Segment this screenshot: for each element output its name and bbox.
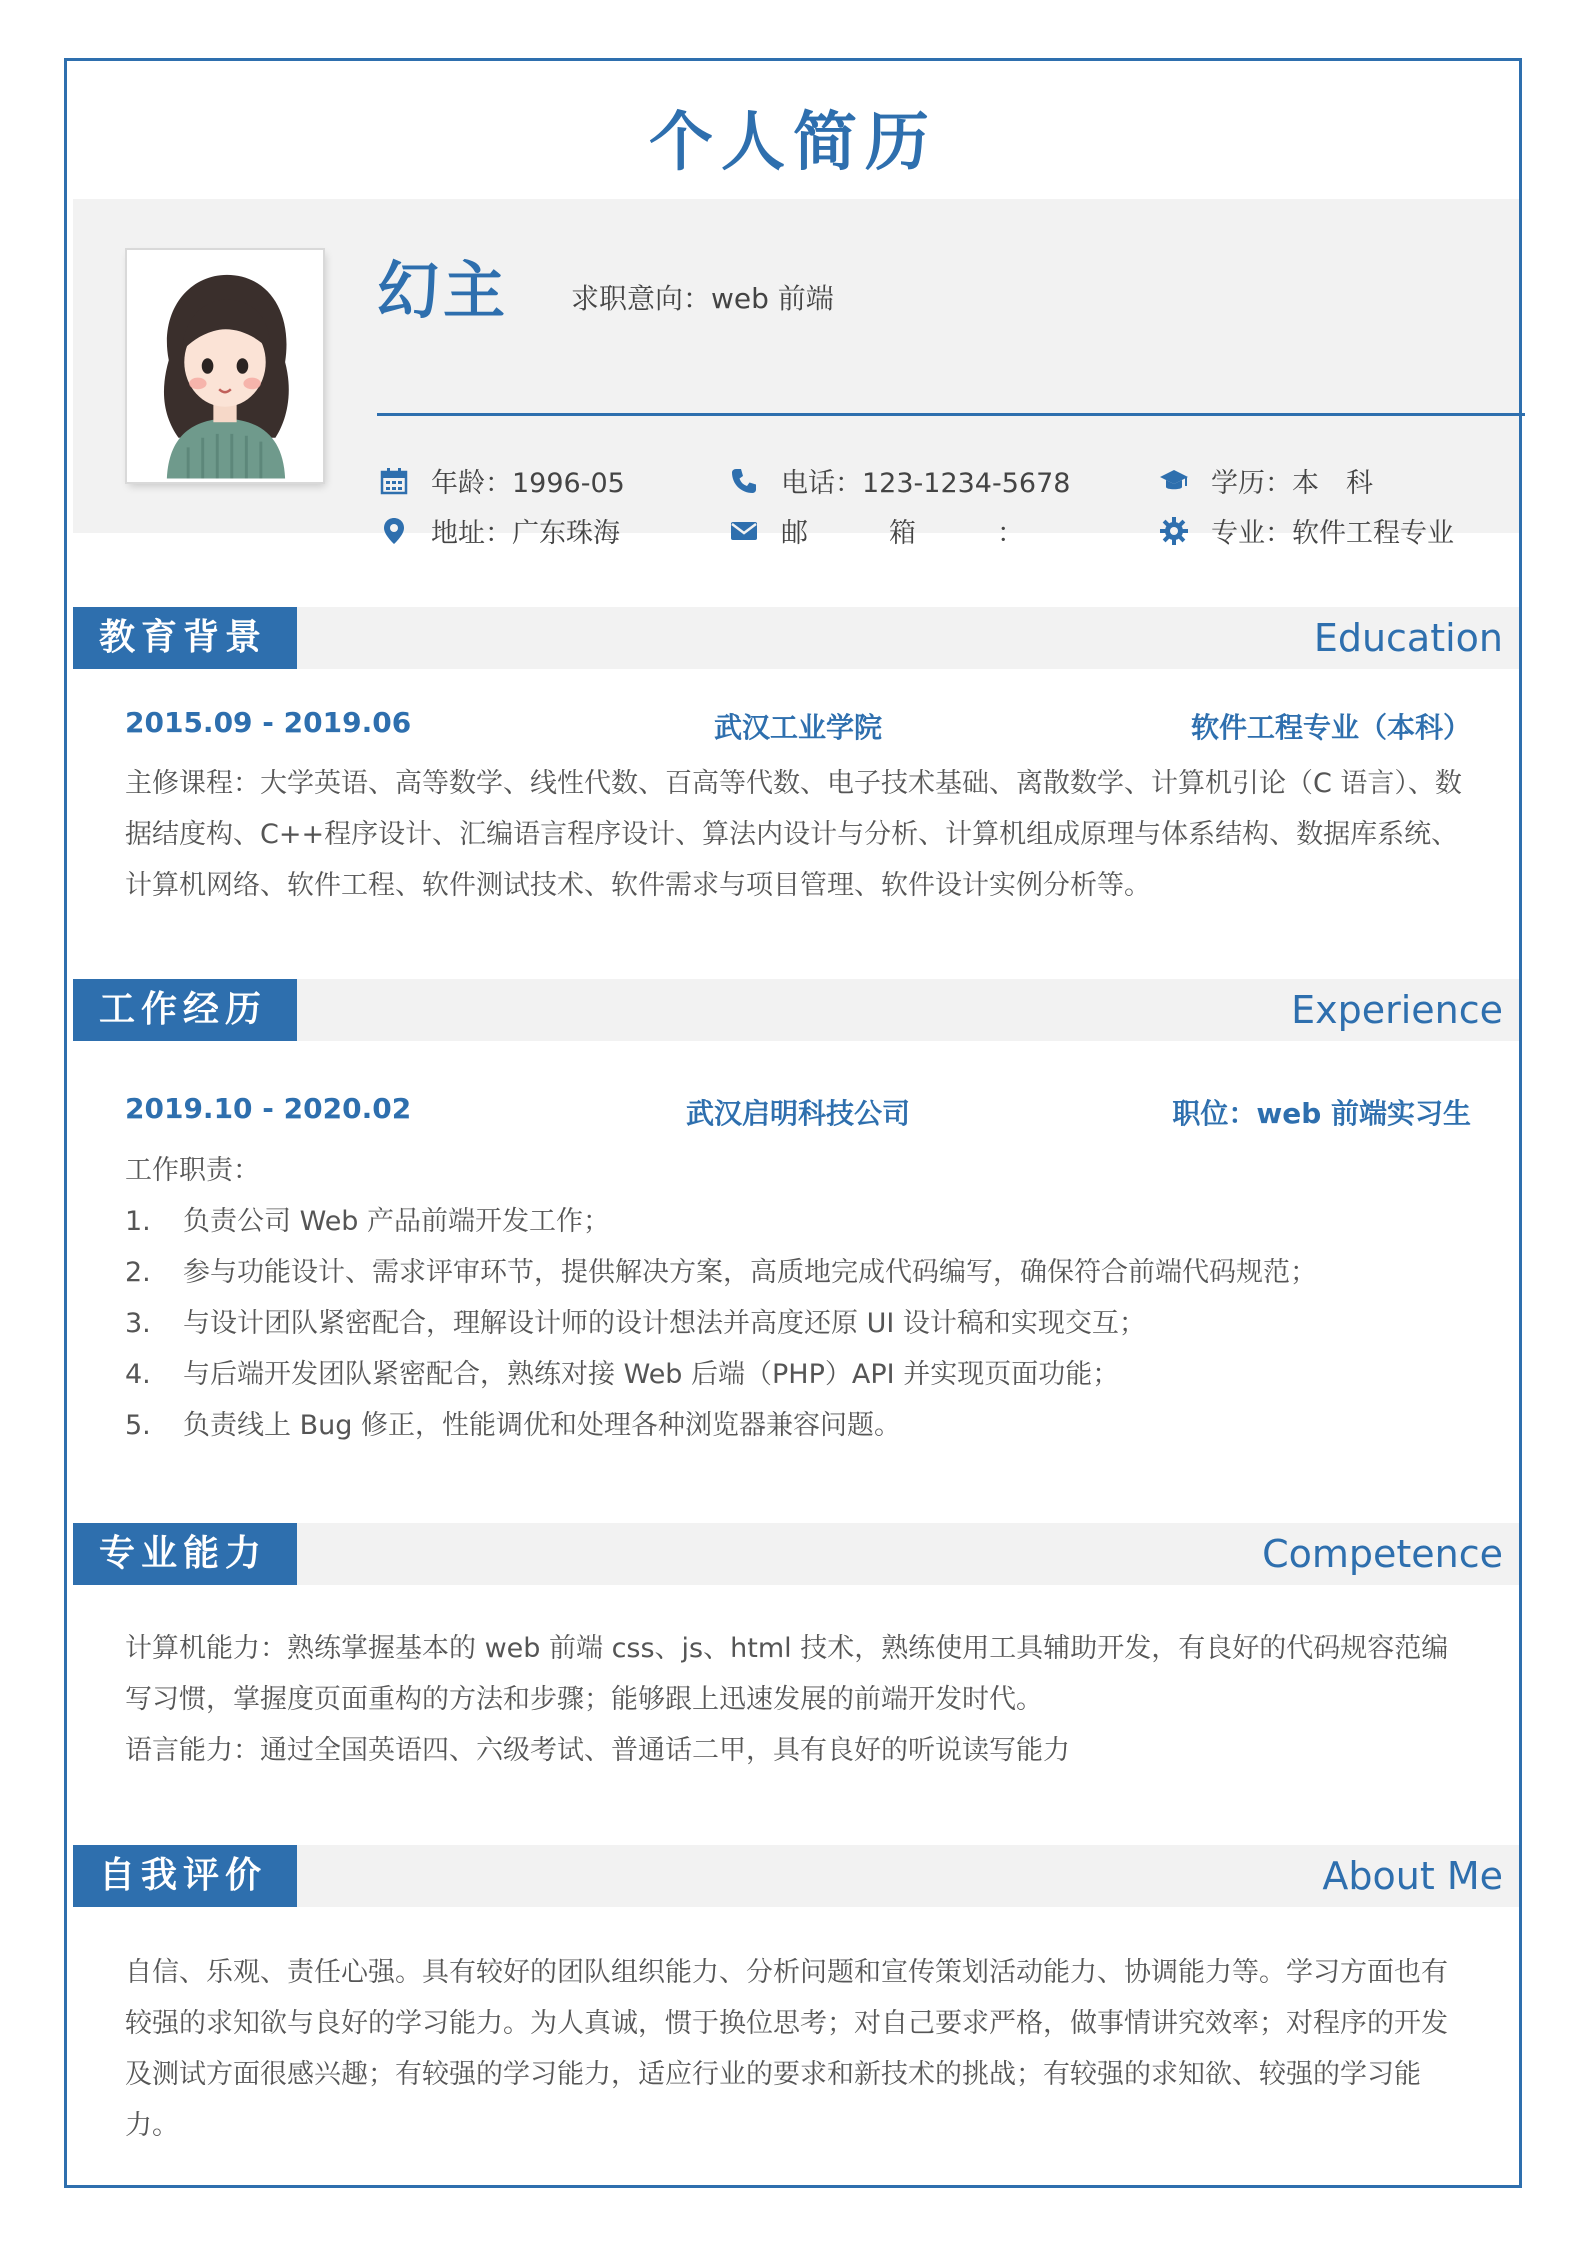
education-courses: 主修课程：大学英语、高等数学、线性代数、百高等代数、电子技术基础、离散数学、计算机引论（C 语言）、数据结度构、C++程序设计、汇编语言程序设计、算法内设计与分析、计算机组成原理与体系结构、数据库系统、计算机网络、软件工程、软件测试技术、软件需求与项目管理、软件设计实例分析等。	[125, 768, 1462, 901]
list-item: 4. 与后端开发团队紧密配合，熟练对接 Web 后端（PHP）API 并实现页面功能；	[125, 1359, 1120, 1390]
phone-icon	[729, 466, 759, 496]
job-intent: 求职意向：web 前端	[571, 282, 834, 315]
competence-language: 语言能力：通过全国英语四、六级考试、普通话二甲，具有良好的听说读写能力	[125, 1735, 1070, 1766]
info-age-text: 年龄：1996-05	[431, 468, 625, 499]
info-degree-text: 学历：本 科	[1211, 468, 1373, 499]
list-item: 3. 与设计团队紧密配合，理解设计师的设计想法并高度还原 UI 设计稿和实现交互；	[125, 1308, 1146, 1339]
candidate-name: 幻主	[377, 254, 510, 327]
list-item: 5. 负责线上 Bug 修正，性能调优和处理各种浏览器兼容问题。	[125, 1410, 901, 1441]
resume-frame	[64, 58, 1522, 2188]
section-experience-label: 工作经历	[73, 979, 297, 1041]
section-experience-header	[73, 979, 1519, 1041]
experience-duties-list	[125, 1196, 1471, 1451]
info-email	[729, 511, 1024, 550]
about-text: 自信、乐观、责任心强。具有较好的团队组织能力、分析问题和宣传策划活动能力、协调能力等。学习方面也有较强的求知欲与良好的学习能力。为人真诚，惯于换位思考；对自己要求严格，做事情讲究效率；对程序的开发及测试方面很感兴趣；有较强的学习能力，适应行业的要求和新技术的挑战；有较强的求知欲、较强的学习能力。	[125, 1957, 1448, 2141]
location-pin-icon	[379, 516, 409, 546]
envelope-icon	[729, 516, 759, 546]
info-address-text: 地址：广东珠海	[431, 518, 620, 549]
education-school: 武汉工业学院	[713, 711, 882, 744]
info-age	[379, 461, 625, 500]
list-item: 2. 参与功能设计、需求评审环节，提供解决方案，高质地完成代码编写，确保符合前端代码规范；	[125, 1257, 1317, 1288]
section-competence-label: 专业能力	[73, 1523, 297, 1585]
education-period: 2015.09 - 2019.06	[125, 706, 412, 739]
education-major: 软件工程专业（本科）	[1190, 711, 1471, 744]
info-major-text: 专业：软件工程专业	[1211, 518, 1454, 549]
info-address	[379, 511, 620, 550]
section-about-label-en: About Me	[1322, 1854, 1503, 1898]
experience-duties-title: 工作职责：	[125, 1155, 260, 1186]
avatar-illustration-icon	[130, 253, 320, 479]
section-education-label-en: Education	[1313, 616, 1503, 660]
graduation-cap-icon	[1159, 466, 1189, 496]
info-email-text: 邮 箱 ：	[781, 518, 1024, 549]
profile-header	[73, 199, 1519, 549]
list-item: 1. 负责公司 Web 产品前端开发工作；	[125, 1206, 611, 1237]
avatar	[127, 250, 323, 482]
page-title: 个人简历	[649, 106, 937, 180]
section-education-header	[73, 607, 1519, 669]
header-divider	[377, 413, 1525, 416]
info-phone	[729, 461, 1070, 500]
section-competence-label-en: Competence	[1262, 1532, 1503, 1576]
info-degree	[1159, 461, 1373, 500]
experience-company: 武汉启明科技公司	[685, 1097, 910, 1130]
section-experience-label-en: Experience	[1291, 988, 1503, 1032]
info-major	[1159, 511, 1454, 550]
section-about-header	[73, 1845, 1519, 1907]
experience-position: 职位：web 前端实习生	[1172, 1097, 1471, 1130]
section-competence-header	[73, 1523, 1519, 1585]
section-about-label: 自我评价	[73, 1845, 297, 1907]
competence-computer: 计算机能力：熟练掌握基本的 web 前端 css、js、html 技术，熟练使用工具辅助开发，有良好的代码规容范编写习惯，掌握度页面重构的方法和步骤；能够跟上迅速发展的前端开发时代。	[125, 1633, 1449, 1715]
section-education-label: 教育背景	[73, 607, 297, 669]
experience-period: 2019.10 - 2020.02	[125, 1092, 412, 1125]
info-phone-text: 电话：123-1234-5678	[781, 468, 1071, 499]
gear-icon	[1159, 516, 1189, 546]
calendar-icon	[379, 466, 409, 496]
